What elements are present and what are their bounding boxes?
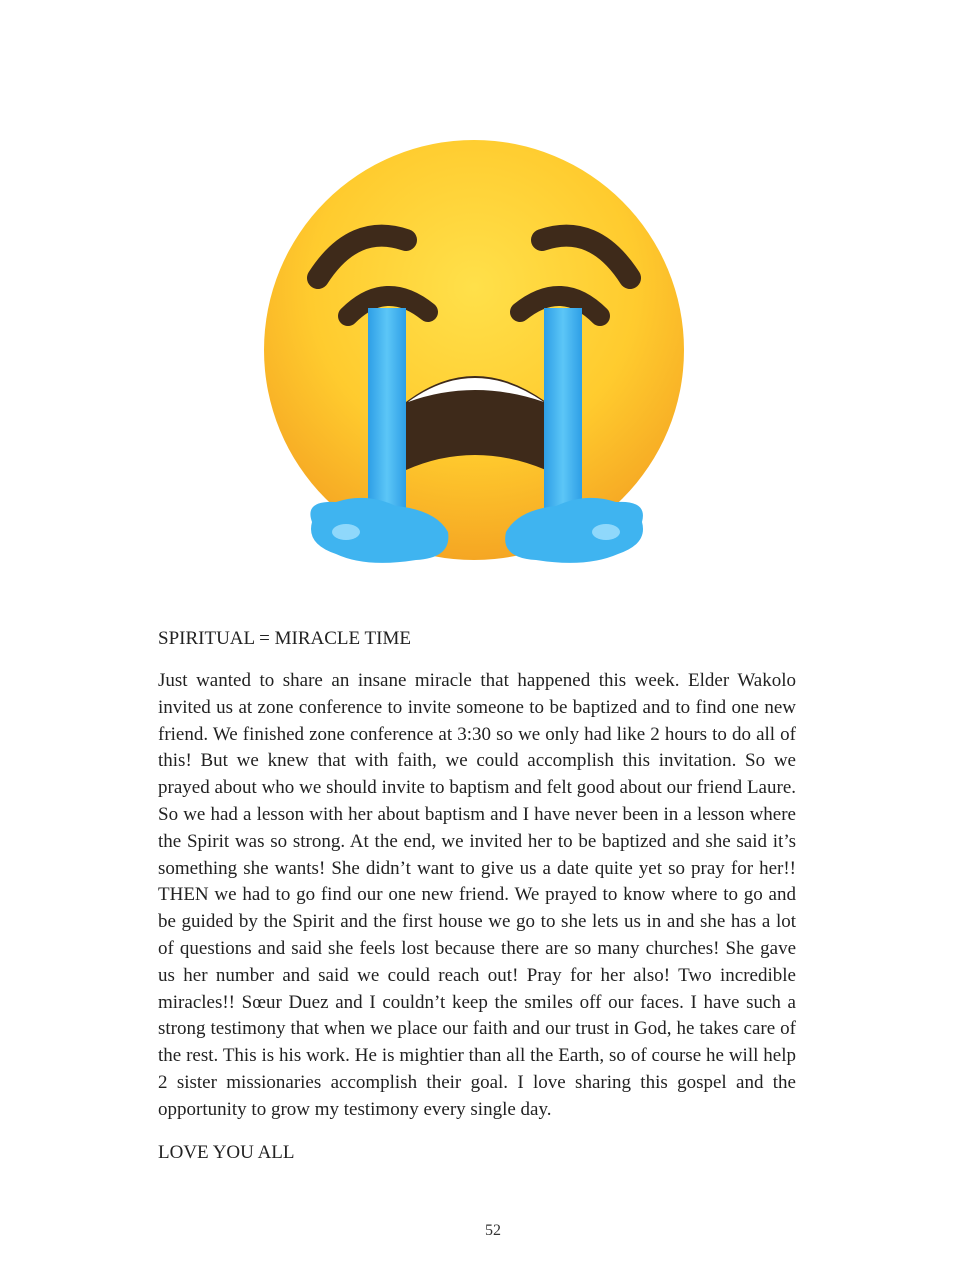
- left-tear-stream: [368, 308, 406, 528]
- loudly-crying-face-icon: [256, 140, 696, 580]
- article: [158, 626, 796, 1166]
- article-heading: SPIRITUAL = MIRACLE TIME: [158, 628, 411, 649]
- page-number: 52: [485, 1222, 501, 1239]
- article-body: Just wanted to share an insane miracle that happened this week. Elder Wakolo invited us at zone conference to invite someone to be baptized and to find one new friend. We finished zone conference at 3:30 so we only had like 2 hours to do all of this! But we knew that with faith, we could accomplish this invitation. So we prayed about who we should invite to baptism and felt good about our friend Laure. So we had a lesson with her about baptism and I have never been in a lesson where the Spirit was so strong. At the end, we invited her to be baptized and she said it’s something she wants! She didn’t want to give us a date quite yet so pray for her!! THEN we had to go find our one new friend. We prayed to know where to go and be guided by the Spirit and the first house we go to she lets us in and she has a lot of questions and said she feels lost because there are so many churches! She gave us her number and said we could reach out! Pray for her also! Two incredible miracles!! Sœur Duez and I couldn’t keep the smiles off our faces. I have such a strong testimony that when we place our faith and our trust in God, he takes care of the rest. This is his work. He is mightier than all the Earth, so of course he will help 2 sister missionaries accomplish their goal. I love sharing this gospel and the opportunity to grow my testimony every single day.: [158, 670, 796, 1120]
- article-closing: LOVE YOU ALL: [158, 1141, 295, 1163]
- right-tear-stream: [544, 308, 582, 528]
- face-shape: [264, 140, 684, 560]
